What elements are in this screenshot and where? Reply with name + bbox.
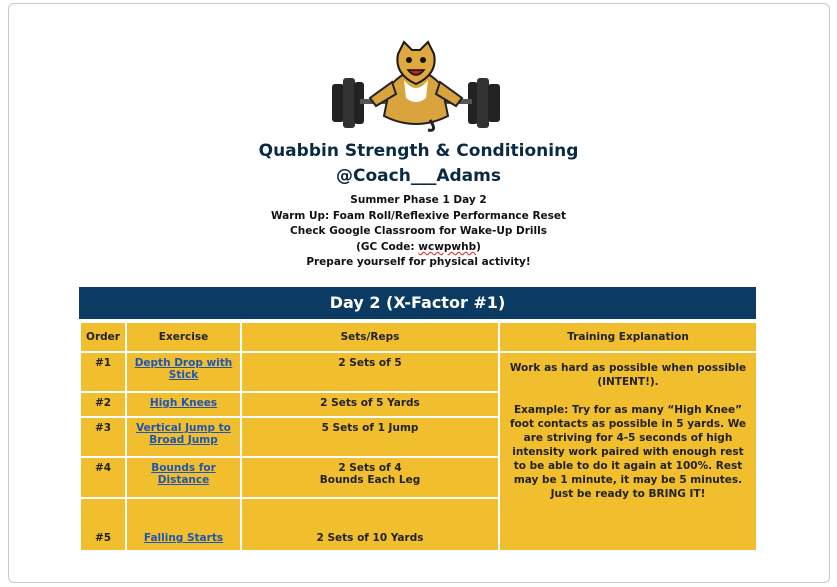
panther-barbell-logo (330, 36, 502, 132)
phase-line: Summer Phase 1 Day 2 (350, 194, 487, 206)
explanation-intent: Work as hard as possible when possible (INTENT!). (509, 362, 747, 388)
explanation-example: Example: Try for as many “High Knee” foot contacts as possible in 5 yards. We are striving for 4-5 seconds of high intensity work paired with enough rest to be able to do it again at 100%. Rest may be 1 minute, it may be 5 minutes. Just be ready to BRING IT! (509, 404, 747, 500)
sets-cell: 2 Sets of 4 Bounds Each Leg (241, 457, 499, 498)
table-row (80, 352, 757, 392)
exercise-link[interactable]: Falling Starts (143, 532, 224, 544)
exercise-cell (126, 417, 241, 457)
order-cell: #5 (80, 498, 126, 551)
order-cell: #3 (80, 417, 126, 457)
header-exercise: Exercise (126, 322, 241, 352)
order-cell: #4 (80, 457, 126, 498)
exercise-link[interactable]: Depth Drop with Stick (134, 357, 233, 381)
warmup-line: Warm Up: Foam Roll/Reflexive Performance Reset (270, 209, 567, 222)
gc-code: wcwpwhb (418, 240, 477, 253)
exercise-cell (126, 352, 241, 392)
order-cell: #2 (80, 392, 126, 417)
sets-cell: 5 Sets of 1 Jump (241, 417, 499, 457)
exercise-link[interactable]: Vertical Jump to Broad Jump (136, 422, 231, 446)
exercise-cell (126, 498, 241, 551)
gc-code-line: (GC Code: wcwpwhb) (356, 240, 481, 253)
sets-cell: 2 Sets of 5 (241, 352, 499, 392)
classroom-line: Check Google Classroom for Wake-Up Drills (290, 225, 547, 238)
exercise-cell (126, 392, 241, 417)
header-explanation: Training Explanation (499, 322, 757, 352)
sets-cell: 2 Sets of 5 Yards (241, 392, 499, 417)
sets-cell: 2 Sets of 10 Yards (241, 498, 499, 551)
table-header-row (80, 322, 757, 352)
program-title: Quabbin Strength & Conditioning (258, 141, 579, 161)
exercise-cell (126, 457, 241, 498)
day-title-bar: Day 2 (X-Factor #1) (79, 287, 756, 319)
coach-handle: @Coach___Adams (336, 166, 501, 186)
prepare-line: Prepare yourself for physical activity! (306, 256, 531, 269)
training-explanation (499, 352, 757, 551)
program-info (0, 193, 837, 271)
order-cell: #1 (80, 352, 126, 392)
workout-table (79, 321, 758, 552)
header-order: Order (80, 322, 126, 352)
header-sets: Sets/Reps (241, 322, 499, 352)
exercise-link[interactable]: High Knees (149, 397, 218, 409)
exercise-link[interactable]: Bounds for Distance (151, 462, 216, 486)
